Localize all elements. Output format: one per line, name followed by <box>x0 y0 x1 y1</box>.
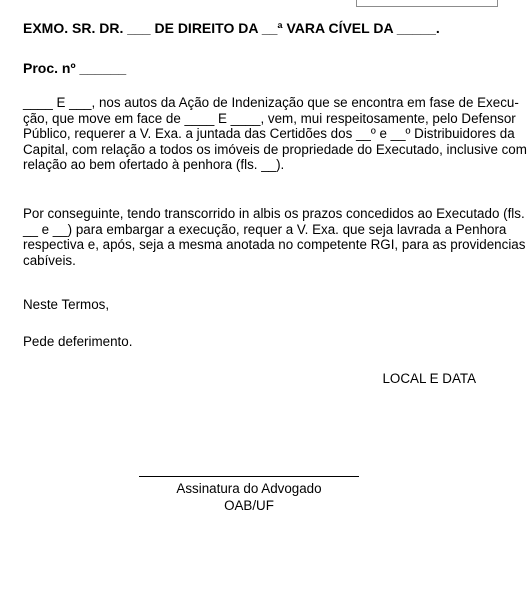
signature-name: Assinatura do Advogado <box>176 481 322 496</box>
signature-line <box>139 476 359 477</box>
corner-frame <box>356 0 498 7</box>
paragraph-line: ção, que move em face de ____ E ____, vem, mui respeitosamente, pelo Defensor <box>23 110 516 126</box>
document-heading: EXMO. SR. DR. ___ DE DIREITO DA __ª VARA CÍVEL DA _____. <box>23 20 440 36</box>
paragraph-line: Por conseguinte, tendo transcorrido in albis os prazos concedidos ao Executado (fls. <box>23 206 525 221</box>
paragraph-line: relação ao bem ofertado à penhora (fls. __). <box>23 157 285 173</box>
paragraph-line: ____ E ___, nos autos da Ação de Indenização que se encontra em fase de Execu- <box>23 95 519 110</box>
paragraph-line: Capital, com relação a todos os imóveis de propriedade do Executado, inclusive com <box>23 141 527 157</box>
signature-registration: OAB/UF <box>224 498 274 513</box>
place-date: LOCAL E DATA <box>382 371 476 386</box>
request-text: Pede deferimento. <box>23 334 133 349</box>
paragraph-line: Público, requerer a V. Exa. a juntada das Certidões dos __º e __º Distribuidores da <box>23 126 515 142</box>
paragraph-request <box>23 95 527 173</box>
paragraph-line: respectiva e, após, seja a mesma anotada no competente RGI, para as providencias <box>23 237 526 253</box>
paragraph-execution <box>23 206 526 268</box>
paragraph-line: cabíveis. <box>23 252 76 268</box>
process-number: Proc. nº ______ <box>23 60 127 76</box>
paragraph-line: __ e __) para embargar a execução, requer a V. Exa. que seja lavrada a Penhora <box>23 221 507 237</box>
closing-text: Neste Termos, <box>23 297 110 312</box>
